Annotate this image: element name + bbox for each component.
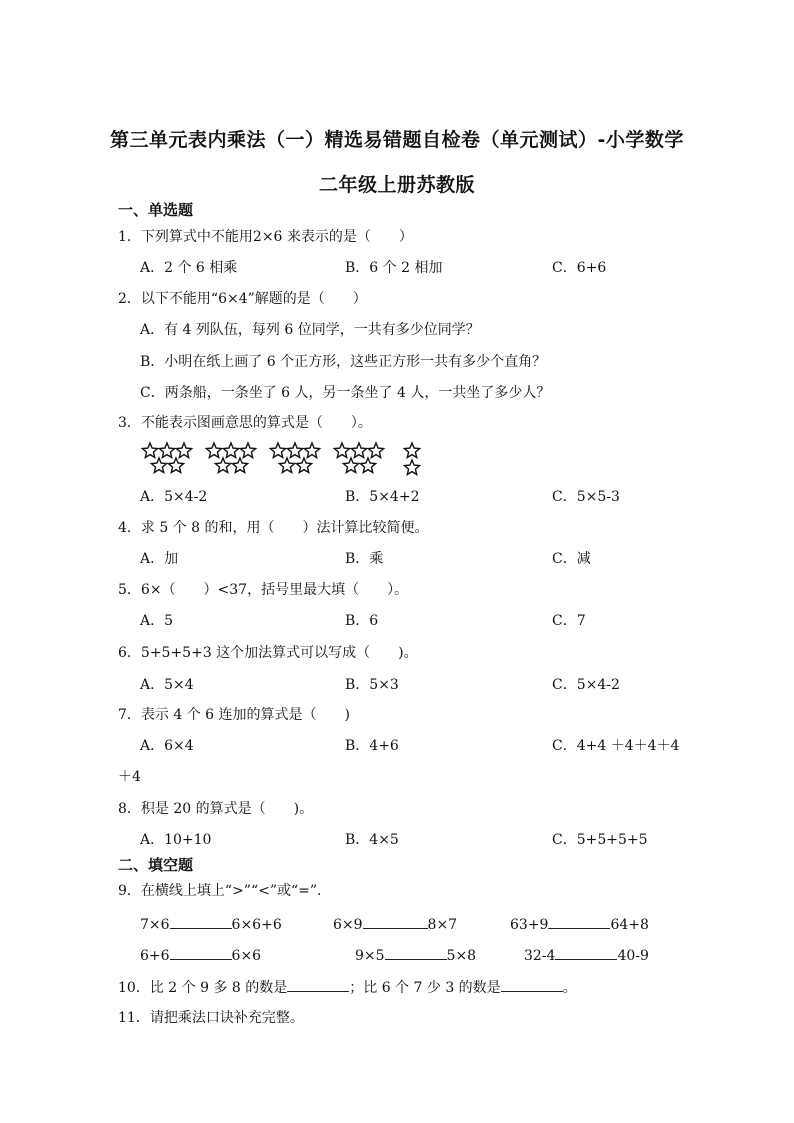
compare-left: 7×6: [140, 917, 170, 933]
question-7-option-b: B．4+6: [345, 738, 399, 754]
page-subtitle: 二年级上册苏教版: [318, 174, 475, 196]
star-icon: [404, 460, 419, 474]
answer-blank[interactable]: [170, 914, 232, 929]
star-icon: [304, 443, 319, 457]
question-5-option-b: B．6: [345, 613, 379, 629]
question-6-stem: 6．5+5+5+3 这个加法算式可以写成（ )。: [118, 645, 418, 661]
page-title: 第三单元表内乘法（一）精选易错题自检卷（单元测试）-小学数学: [110, 129, 684, 151]
star-icon: [159, 443, 174, 457]
question-4-stem: 4．求 5 个 8 的和，用（ ）法计算比较简便。: [118, 520, 429, 536]
star-picture: [140, 440, 440, 482]
question-8-option-c: C．5+5+5+5: [552, 832, 648, 848]
star-icon: [343, 458, 358, 472]
question-7-option-c: C．4+4 ＋4＋4＋4: [552, 738, 680, 754]
star-icon: [240, 443, 255, 457]
compare-item: [355, 945, 476, 965]
star-icon: [351, 443, 366, 457]
question-6-option-b: B．5×3: [345, 677, 399, 693]
star-icon: [404, 443, 419, 457]
compare-right: 40-9: [617, 948, 649, 964]
compare-item: [140, 945, 261, 965]
star-groups-illustration: [140, 440, 440, 482]
star-icon: [232, 458, 247, 472]
compare-right: 8×7: [427, 917, 458, 933]
question-4-option-c: C．减: [552, 551, 591, 567]
star-icon: [168, 458, 183, 472]
question-1-option-c: C．6+6: [552, 260, 607, 276]
answer-blank[interactable]: [363, 914, 428, 929]
section-title-fill-blank: 二、填空题: [118, 856, 194, 874]
star-icon: [176, 443, 191, 457]
question-4-option-a: A．加: [140, 551, 179, 567]
compare-left: 63+9: [510, 917, 549, 933]
answer-blank[interactable]: [287, 977, 349, 992]
star-icon: [215, 458, 230, 472]
question-3-option-c: C．5×5-3: [552, 489, 620, 505]
star-icon: [223, 443, 238, 457]
question-2-option-b: B．小明在纸上画了 6 个正方形，这些正方形一共有多少个直角？: [140, 354, 547, 370]
answer-blank[interactable]: [555, 945, 617, 960]
star-icon: [368, 443, 383, 457]
question-10-part2: ；比 6 个 7 少 3 的数是: [349, 980, 501, 996]
question-1-stem: 1．下列算式中不能用2×6 来表示的是（ ）: [118, 229, 413, 245]
compare-right: 64+8: [610, 917, 649, 933]
answer-blank[interactable]: [385, 945, 447, 960]
question-3-option-b: B．5×4+2: [345, 489, 420, 505]
question-8-stem: 8．积是 20 的算式是（ )。: [118, 801, 314, 817]
compare-right: 6×6+6: [231, 917, 282, 933]
section-title-single-choice: 一、单选题: [118, 201, 194, 219]
compare-left: 9×5: [355, 948, 385, 964]
question-4-option-b: B．乘: [345, 551, 384, 567]
question-5-stem: 5．6×（ ）<37，括号里最大填（ ）。: [118, 582, 409, 598]
star-icon: [287, 443, 302, 457]
compare-item: [524, 945, 649, 965]
compare-left: 6×9: [333, 917, 363, 933]
star-icon: [151, 458, 166, 472]
compare-item: [140, 914, 282, 934]
star-icon: [206, 443, 221, 457]
compare-right: 6×6: [231, 948, 262, 964]
question-10-part3: 。: [562, 980, 577, 996]
star-icon: [296, 458, 311, 472]
question-7-stem: 7．表示 4 个 6 连加的算式是（ ): [118, 707, 350, 723]
question-9-stem: 9．在横线上填上“>”“<”或“=”.: [118, 883, 322, 899]
question-3-stem: 3．不能表示图画意思的算式是（ ）。: [118, 415, 372, 431]
question-6-option-c: C．5×4-2: [552, 677, 620, 693]
question-10: [118, 977, 577, 997]
question-3-option-a: A．5×4-2: [140, 489, 208, 505]
compare-item: [510, 914, 649, 934]
question-5-option-a: A．5: [140, 613, 174, 629]
question-7-option-c-continued: ＋4: [118, 769, 141, 785]
compare-right: 5×8: [446, 948, 477, 964]
question-2-option-c: C．两条船，一条坐了 6 人，另一条坐了 4 人，一共坐了多少人？: [140, 385, 551, 401]
question-8-option-b: B．4×5: [345, 832, 399, 848]
question-6-option-a: A．5×4: [140, 677, 194, 693]
question-8-option-a: A．10+10: [140, 832, 212, 848]
question-2-option-a: A．有 4 列队伍，每列 6 位同学，一共有多少位同学？: [140, 322, 480, 338]
star-icon: [270, 443, 285, 457]
question-2-stem: 2．以下不能用“6×4”解题的是（ ）: [118, 291, 367, 307]
star-icon: [142, 443, 157, 457]
compare-left: 32-4: [524, 948, 556, 964]
answer-blank[interactable]: [170, 945, 232, 960]
question-10-part1: 10．比 2 个 9 多 8 的数是: [118, 980, 288, 996]
answer-blank[interactable]: [501, 977, 563, 992]
question-1-option-a: A．2 个 6 相乘: [140, 260, 238, 276]
star-icon: [279, 458, 294, 472]
question-7-option-a: A．6×4: [140, 738, 194, 754]
compare-left: 6+6: [140, 948, 170, 964]
question-5-option-c: C．7: [552, 613, 586, 629]
star-icon: [360, 458, 375, 472]
compare-item: [333, 914, 457, 934]
question-1-option-b: B．6 个 2 相加: [345, 260, 443, 276]
answer-blank[interactable]: [548, 914, 610, 929]
star-icon: [334, 443, 349, 457]
question-11-stem: 11．请把乘法口诀补充完整。: [118, 1010, 304, 1026]
